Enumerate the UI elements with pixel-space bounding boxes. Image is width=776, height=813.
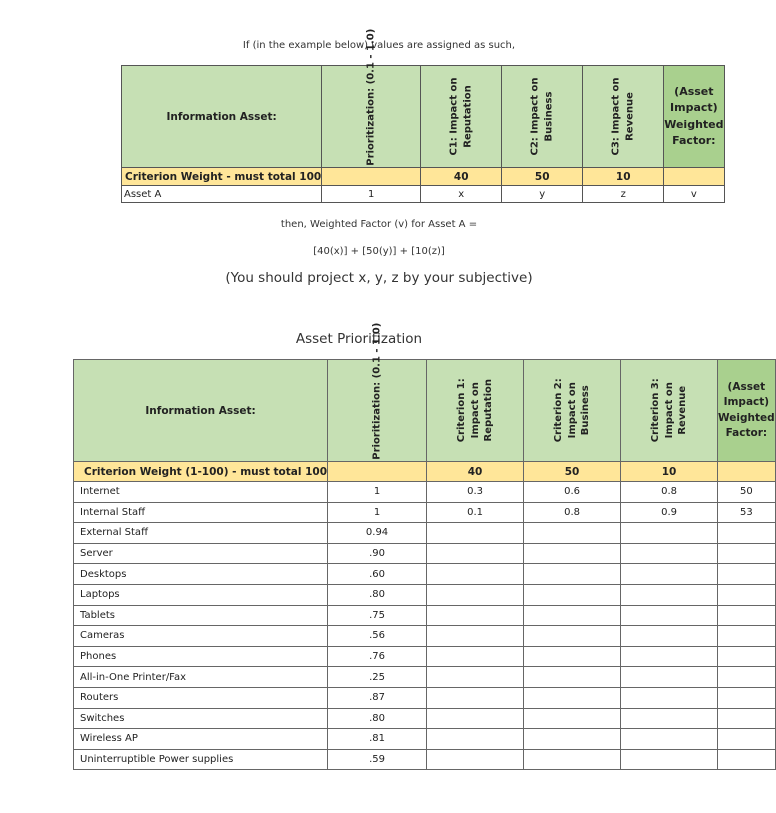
- table-row: [74, 523, 776, 544]
- table-row: [74, 708, 776, 729]
- prioritization-header-row: [74, 360, 776, 462]
- example-header-c3: C3: Impact on Revenue: [583, 66, 664, 168]
- cell-c2: 0.6: [524, 482, 621, 503]
- table-row: [74, 605, 776, 626]
- cell-prioritization: .75: [328, 605, 427, 626]
- cell-prioritization: .80: [328, 708, 427, 729]
- header-criterion-2: Criterion 2: Impact on Business: [524, 360, 621, 462]
- table-row: [74, 584, 776, 605]
- example-asset-c3: z: [583, 186, 664, 203]
- intro-text: If (in the example below) values are assigned as such,: [242, 40, 516, 51]
- cell-weighted: [718, 749, 776, 770]
- cell-c3: [621, 646, 718, 667]
- example-weight-c1: 40: [421, 168, 502, 186]
- cell-c3: [621, 605, 718, 626]
- cell-c2: [524, 646, 621, 667]
- cell-c1: [427, 543, 524, 564]
- table-row: [74, 482, 776, 503]
- cell-c3: 0.9: [621, 502, 718, 523]
- cell-c2: [524, 708, 621, 729]
- cell-c2: [524, 626, 621, 647]
- cell-prioritization: .25: [328, 667, 427, 688]
- cell-c3: [621, 708, 718, 729]
- criterion-weight-label: Criterion Weight (1-100) - must total 100: [74, 462, 328, 482]
- example-header-prioritization: Prioritization: (0.1 - 1.0): [322, 66, 421, 168]
- cell-c2: [524, 564, 621, 585]
- table-row: [74, 543, 776, 564]
- example-asset-prioritization: 1: [322, 186, 421, 203]
- cell-c2: [524, 749, 621, 770]
- formula-text: [40(x)] + [50(y)] + [10(z)]: [313, 246, 445, 257]
- cell-c3: [621, 564, 718, 585]
- cell-c3: [621, 626, 718, 647]
- cell-weighted: [718, 708, 776, 729]
- cell-c1: [427, 646, 524, 667]
- cell-prioritization: .59: [328, 749, 427, 770]
- cell-prioritization: 1: [328, 482, 427, 503]
- cell-asset: Internal Staff: [74, 502, 328, 523]
- example-asset-row: [122, 186, 725, 203]
- cell-c2: [524, 584, 621, 605]
- example-header-c2: C2: Impact on Business: [502, 66, 583, 168]
- cell-asset: All-in-One Printer/Fax: [74, 667, 328, 688]
- cell-prioritization: 0.94: [328, 523, 427, 544]
- table-row: [74, 667, 776, 688]
- cell-c3: [621, 667, 718, 688]
- cell-weighted: [718, 626, 776, 647]
- section-title: Asset Prioritization: [295, 331, 423, 347]
- cell-c1: [427, 687, 524, 708]
- example-weight-prioritization: [322, 168, 421, 186]
- cell-c2: [524, 729, 621, 750]
- cell-prioritization: .60: [328, 564, 427, 585]
- cell-asset: Internet: [74, 482, 328, 503]
- note-text: (You should project x, y, z by your subjective): [225, 270, 533, 286]
- criterion-weight-c3: 10: [621, 462, 718, 482]
- table-row: [74, 749, 776, 770]
- cell-asset: Phones: [74, 646, 328, 667]
- cell-weighted: [718, 605, 776, 626]
- cell-c2: [524, 687, 621, 708]
- table-row: [74, 564, 776, 585]
- example-header-asset: Information Asset:: [122, 66, 322, 168]
- header-criterion-1: Criterion 1: Impact on Reputation: [427, 360, 524, 462]
- then-text: then, Weighted Factor (v) for Asset A =: [280, 219, 478, 230]
- example-asset-label: Asset A: [122, 186, 322, 203]
- cell-prioritization: .80: [328, 584, 427, 605]
- cell-weighted: 53: [718, 502, 776, 523]
- cell-c2: 0.8: [524, 502, 621, 523]
- example-header-c1: C1: Impact on Reputation: [421, 66, 502, 168]
- example-weight-row: [122, 168, 725, 186]
- table-row: [74, 502, 776, 523]
- cell-c2: [524, 523, 621, 544]
- header-criterion-3: Criterion 3: Impact on Revenue: [621, 360, 718, 462]
- cell-prioritization: 1: [328, 502, 427, 523]
- cell-c2: [524, 667, 621, 688]
- prioritization-table: [73, 322, 776, 770]
- example-asset-c2: y: [502, 186, 583, 203]
- cell-weighted: [718, 687, 776, 708]
- cell-c1: [427, 584, 524, 605]
- cell-asset: Laptops: [74, 584, 328, 605]
- example-header-row: [122, 66, 725, 168]
- table-row: [74, 687, 776, 708]
- cell-prioritization: .90: [328, 543, 427, 564]
- cell-c1: [427, 626, 524, 647]
- cell-c3: 0.8: [621, 482, 718, 503]
- example-header-weighted: (Asset Impact) Weighted Factor:: [664, 66, 724, 168]
- cell-c3: [621, 584, 718, 605]
- cell-c1: 0.1: [427, 502, 524, 523]
- example-weight-label: Criterion Weight - must total 100: [122, 168, 322, 186]
- cell-c3: [621, 687, 718, 708]
- cell-weighted: [718, 667, 776, 688]
- cell-weighted: [718, 543, 776, 564]
- cell-weighted: [718, 584, 776, 605]
- cell-c1: [427, 605, 524, 626]
- cell-prioritization: .81: [328, 729, 427, 750]
- cell-prioritization: .87: [328, 687, 427, 708]
- cell-c3: [621, 543, 718, 564]
- example-asset-c1: x: [421, 186, 502, 203]
- cell-c2: [524, 543, 621, 564]
- criterion-weight-prioritization: [328, 462, 427, 482]
- cell-c3: [621, 749, 718, 770]
- cell-asset: Desktops: [74, 564, 328, 585]
- cell-weighted: [718, 523, 776, 544]
- cell-asset: Uninterruptible Power supplies: [74, 749, 328, 770]
- cell-weighted: [718, 564, 776, 585]
- cell-asset: Tablets: [74, 605, 328, 626]
- cell-asset: External Staff: [74, 523, 328, 544]
- header-weighted: (Asset Impact) Weighted Factor:: [718, 360, 776, 462]
- header-asset: Information Asset:: [74, 360, 328, 462]
- table-row: [74, 646, 776, 667]
- cell-c1: [427, 729, 524, 750]
- criterion-weight-c1: 40: [427, 462, 524, 482]
- table-row: [74, 729, 776, 750]
- cell-c1: [427, 667, 524, 688]
- cell-asset: Server: [74, 543, 328, 564]
- criterion-weight-weighted: [718, 462, 776, 482]
- cell-asset: Routers: [74, 687, 328, 708]
- example-weight-c3: 10: [583, 168, 664, 186]
- example-weight-weighted: [664, 168, 724, 186]
- cell-prioritization: .56: [328, 626, 427, 647]
- cell-weighted: [718, 646, 776, 667]
- example-weight-c2: 50: [502, 168, 583, 186]
- cell-weighted: [718, 729, 776, 750]
- cell-c3: [621, 523, 718, 544]
- cell-asset: Cameras: [74, 626, 328, 647]
- cell-c1: [427, 708, 524, 729]
- table-row: [74, 626, 776, 647]
- criterion-weight-c2: 50: [524, 462, 621, 482]
- example-asset-weighted: v: [664, 186, 724, 203]
- cell-asset: Switches: [74, 708, 328, 729]
- cell-weighted: 50: [718, 482, 776, 503]
- header-prioritization: Prioritization: (0.1 - 1.0): [328, 360, 427, 462]
- cell-asset: Wireless AP: [74, 729, 328, 750]
- cell-prioritization: .76: [328, 646, 427, 667]
- cell-c2: [524, 605, 621, 626]
- cell-c1: [427, 749, 524, 770]
- cell-c1: [427, 564, 524, 585]
- cell-c1: [427, 523, 524, 544]
- cell-c1: 0.3: [427, 482, 524, 503]
- criterion-weight-row: [74, 462, 776, 482]
- cell-c3: [621, 729, 718, 750]
